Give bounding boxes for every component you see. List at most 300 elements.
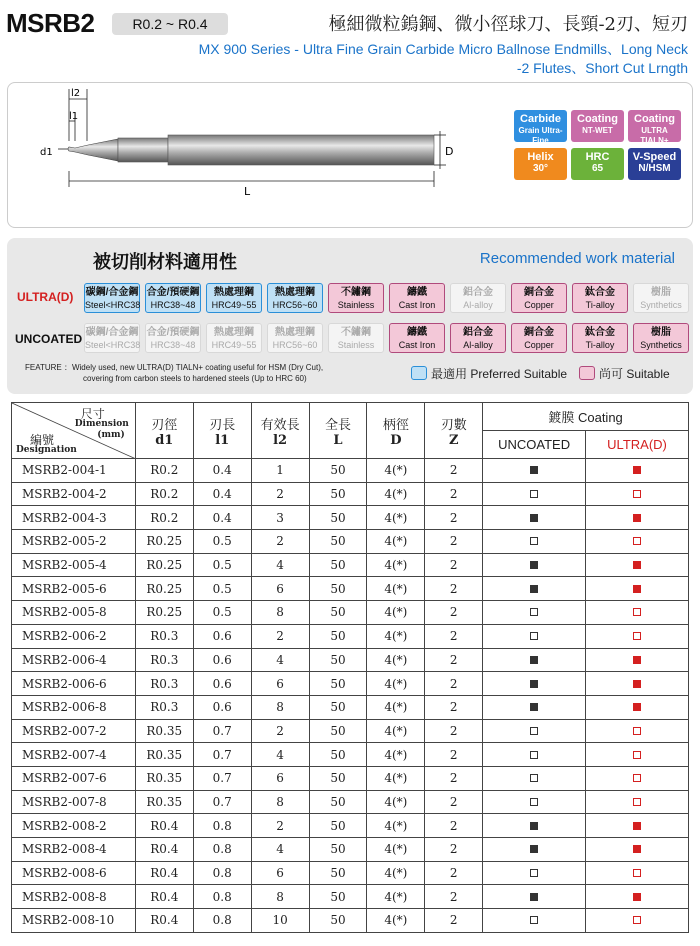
table-cell: MSRB2-004-2: [12, 482, 136, 506]
D-header: [367, 403, 425, 459]
table-row: [12, 790, 689, 814]
table-cell: 50: [309, 672, 367, 696]
uncoated-availability-cell: [483, 553, 586, 577]
uncoated-availability-cell: [483, 506, 586, 530]
filled-square-icon: [633, 680, 641, 688]
tile-label-cn: 合金/預硬鋼: [146, 287, 200, 298]
table-cell: 2: [425, 577, 483, 601]
table-cell: MSRB2-007-6: [12, 766, 136, 790]
material-tile: [84, 283, 140, 313]
table-cell: MSRB2-004-1: [12, 459, 136, 483]
uncoated-row-label: UNCOATED: [15, 332, 83, 346]
table-cell: 4(*): [367, 459, 425, 483]
L-header: [309, 403, 367, 459]
table-cell: 0.6: [193, 648, 251, 672]
table-cell: MSRB2-008-2: [12, 814, 136, 838]
table-cell: 8: [251, 601, 309, 625]
table-cell: 2: [425, 672, 483, 696]
tile-label-en: Copper: [524, 300, 554, 310]
uncoated-availability-cell: [483, 743, 586, 767]
table-cell: 2: [425, 601, 483, 625]
table-row: [12, 577, 689, 601]
ultra-availability-cell: [586, 861, 689, 885]
spec-table-body: [12, 459, 689, 933]
table-cell: MSRB2-006-2: [12, 624, 136, 648]
uncoated-availability-cell: [483, 695, 586, 719]
ultra-availability-cell: [586, 909, 689, 933]
table-cell: 0.7: [193, 743, 251, 767]
table-cell: 4(*): [367, 861, 425, 885]
feature-line2: covering from carbon steels to hardened steels (Up to HRC 60): [83, 374, 307, 383]
tile-label-en: HRC49~55: [211, 300, 257, 310]
table-cell: R0.25: [135, 601, 193, 625]
dimension-en: Dimension: [74, 419, 129, 429]
empty-square-icon: [530, 916, 538, 924]
filled-square-icon: [633, 656, 641, 664]
table-cell: 50: [309, 506, 367, 530]
table-cell: 50: [309, 838, 367, 862]
filled-square-icon: [530, 893, 538, 901]
table-cell: MSRB2-005-2: [12, 530, 136, 554]
table-cell: 2: [425, 885, 483, 909]
table-cell: 50: [309, 577, 367, 601]
table-cell: R0.2: [135, 482, 193, 506]
title-english-line1: MX 900 Series - Ultra Fine Grain Carbide Micro Ballnose Endmills、Long Neck: [198, 41, 688, 57]
ultra-row-label: ULTRA(D): [17, 290, 74, 304]
table-cell: R0.35: [135, 766, 193, 790]
tile-label-cn: 不鏽鋼: [341, 287, 371, 298]
badge-line2: 65: [591, 163, 604, 174]
table-cell: R0.25: [135, 530, 193, 554]
table-cell: 2: [425, 909, 483, 933]
table-cell: 2: [251, 530, 309, 554]
material-tile: [572, 323, 628, 353]
tile-label-en: HRC38~48: [150, 300, 196, 310]
table-cell: 4(*): [367, 672, 425, 696]
ultra-availability-cell: [586, 672, 689, 696]
table-cell: 50: [309, 648, 367, 672]
table-cell: 2: [425, 530, 483, 554]
table-cell: 4(*): [367, 553, 425, 577]
table-cell: 0.6: [193, 695, 251, 719]
table-row: [12, 459, 689, 483]
table-row: [12, 766, 689, 790]
tile-label-en: Copper: [524, 340, 554, 350]
designation-header: [12, 403, 136, 459]
legend-preferred-label: 最適用 Preferred Suitable: [431, 367, 568, 381]
table-row: [12, 885, 689, 909]
table-cell: 4: [251, 743, 309, 767]
badge-line2: ULTRA TIALN+: [640, 126, 669, 145]
table-cell: 3: [251, 506, 309, 530]
table-row: [12, 648, 689, 672]
tile-label-en: Stainless: [337, 300, 375, 310]
table-cell: 50: [309, 814, 367, 838]
ultra-availability-cell: [586, 624, 689, 648]
table-cell: 2: [425, 766, 483, 790]
table-cell: R0.2: [135, 459, 193, 483]
ultra-availability-cell: [586, 577, 689, 601]
filled-square-icon: [633, 561, 641, 569]
table-cell: MSRB2-008-10: [12, 909, 136, 933]
table-row: [12, 672, 689, 696]
L-cn: 全長: [324, 416, 351, 432]
table-cell: MSRB2-007-2: [12, 719, 136, 743]
unit-label: (mm): [97, 430, 125, 440]
table-cell: 0.5: [193, 530, 251, 554]
table-cell: 10: [251, 909, 309, 933]
ultra-availability-cell: [586, 743, 689, 767]
tile-label-cn: 鑄鐵: [407, 327, 427, 338]
material-tile: [145, 283, 201, 313]
table-cell: R0.4: [135, 838, 193, 862]
filled-square-icon: [530, 680, 538, 688]
table-cell: 6: [251, 577, 309, 601]
d1-symbol: d1: [155, 432, 174, 448]
legend-suitable-label: 尚可 Suitable: [599, 367, 670, 381]
table-cell: 1: [251, 459, 309, 483]
ultra-availability-cell: [586, 553, 689, 577]
table-row: [12, 695, 689, 719]
l2-header: [251, 403, 309, 459]
coating-header: 鍍膜 Coating: [483, 403, 689, 431]
uncoated-availability-cell: [483, 459, 586, 483]
ultra-availability-cell: [586, 838, 689, 862]
uncoated-availability-cell: [483, 577, 586, 601]
ultra-header: ULTRA(D): [586, 431, 689, 459]
filled-square-icon: [530, 656, 538, 664]
badge-line1: Coating: [634, 113, 675, 125]
table-cell: 0.8: [193, 885, 251, 909]
label-d1: d1: [40, 147, 53, 158]
table-cell: 4(*): [367, 814, 425, 838]
table-cell: 2: [425, 814, 483, 838]
designation-cn: 編號: [30, 433, 55, 447]
legend-suitable: [579, 365, 670, 382]
title-chinese: 極細微粒鎢鋼、微小徑球刀、長頸-2刃、短刃: [328, 14, 688, 35]
table-row: [12, 838, 689, 862]
filled-square-icon: [530, 514, 538, 522]
table-cell: 8: [251, 885, 309, 909]
table-row: [12, 624, 689, 648]
empty-square-icon: [530, 608, 538, 616]
table-cell: MSRB2-008-8: [12, 885, 136, 909]
coating-ultra-badge: [628, 110, 681, 145]
work-material-section: [7, 238, 693, 394]
table-cell: 50: [309, 790, 367, 814]
table-cell: 50: [309, 743, 367, 767]
table-cell: 50: [309, 909, 367, 933]
table-cell: 50: [309, 885, 367, 909]
table-cell: 50: [309, 530, 367, 554]
Z-cn: 刃數: [440, 416, 467, 432]
table-cell: 0.8: [193, 861, 251, 885]
table-cell: 4(*): [367, 790, 425, 814]
empty-square-icon: [633, 774, 641, 782]
empty-square-icon: [633, 537, 641, 545]
d1-header: [135, 403, 193, 459]
uncoated-availability-cell: [483, 530, 586, 554]
material-tile: [328, 283, 384, 313]
table-cell: R0.35: [135, 719, 193, 743]
badge-line2: 30°: [532, 163, 549, 174]
badge-line1: V-Speed: [632, 151, 677, 163]
table-cell: MSRB2-006-6: [12, 672, 136, 696]
filled-square-icon: [633, 822, 641, 830]
tile-label-cn: 碳鋼/合金鋼: [85, 287, 139, 298]
table-row: [12, 530, 689, 554]
badge-line1: HRC: [585, 151, 610, 163]
material-tile: [267, 323, 323, 353]
table-cell: 50: [309, 695, 367, 719]
Z-symbol: Z: [448, 432, 459, 448]
table-cell: 4(*): [367, 766, 425, 790]
table-cell: 0.6: [193, 672, 251, 696]
table-cell: MSRB2-006-8: [12, 695, 136, 719]
Z-header: [425, 403, 483, 459]
label-L: L: [244, 185, 251, 198]
table-cell: R0.4: [135, 814, 193, 838]
filled-square-icon: [530, 822, 538, 830]
filled-square-icon: [530, 585, 538, 593]
D-cn: 柄徑: [382, 416, 409, 432]
table-cell: 6: [251, 861, 309, 885]
table-cell: 4: [251, 838, 309, 862]
tile-label-en: HRC49~55: [211, 340, 257, 350]
table-cell: MSRB2-005-4: [12, 553, 136, 577]
badge-line1: Carbide: [520, 113, 561, 125]
suitable-swatch: [579, 366, 595, 380]
tile-label-cn: 碳鋼/合金鋼: [85, 327, 139, 338]
designation-en: Designation: [16, 445, 77, 455]
tile-label-cn: 銅合金: [524, 287, 554, 298]
badge-line2: N/HSM: [638, 163, 671, 174]
vspeed-badge: [628, 148, 681, 180]
badge-line1: Helix: [527, 151, 554, 163]
uncoated-availability-cell: [483, 672, 586, 696]
model-code: MSRB2: [6, 8, 95, 38]
ultra-availability-cell: [586, 601, 689, 625]
material-tile: [389, 323, 445, 353]
table-cell: 4(*): [367, 506, 425, 530]
carbide-grain-badge: [514, 110, 567, 145]
table-cell: 0.8: [193, 838, 251, 862]
l1-symbol: l1: [215, 432, 230, 448]
empty-square-icon: [633, 751, 641, 759]
label-l1: l1: [69, 111, 79, 122]
table-cell: 2: [251, 719, 309, 743]
material-tile: [145, 323, 201, 353]
table-cell: 6: [251, 672, 309, 696]
table-row: [12, 506, 689, 530]
uncoated-availability-cell: [483, 766, 586, 790]
table-cell: MSRB2-008-6: [12, 861, 136, 885]
empty-square-icon: [633, 490, 641, 498]
material-title-en: Recommended work material: [479, 250, 675, 267]
tile-label-cn: 鈦合金: [585, 327, 615, 338]
table-cell: 0.5: [193, 553, 251, 577]
empty-square-icon: [530, 727, 538, 735]
spec-table: [11, 402, 689, 933]
table-cell: 0.4: [193, 482, 251, 506]
table-cell: 2: [251, 624, 309, 648]
table-cell: 50: [309, 601, 367, 625]
table-cell: 50: [309, 482, 367, 506]
table-cell: 50: [309, 766, 367, 790]
table-row: [12, 482, 689, 506]
uncoated-availability-cell: [483, 885, 586, 909]
ultra-availability-cell: [586, 885, 689, 909]
radius-range-badge: R0.2 ~ R0.4: [112, 13, 228, 35]
table-cell: MSRB2-005-8: [12, 601, 136, 625]
filled-square-icon: [633, 514, 641, 522]
filled-square-icon: [633, 466, 641, 474]
l1-header: [193, 403, 251, 459]
table-cell: 0.5: [193, 577, 251, 601]
tile-label-cn: 熱處理鋼: [214, 327, 254, 338]
table-cell: 6: [251, 766, 309, 790]
material-tile: [450, 283, 506, 313]
l1-cn: 刃長: [209, 416, 236, 432]
material-title-cn: 被切削材料適用性: [93, 252, 237, 273]
helix-badge: [514, 148, 567, 180]
filled-square-icon: [530, 703, 538, 711]
table-cell: 50: [309, 459, 367, 483]
ultra-availability-cell: [586, 695, 689, 719]
filled-square-icon: [633, 703, 641, 711]
empty-square-icon: [633, 727, 641, 735]
tile-label-en: Cast Iron: [398, 300, 436, 310]
preferred-swatch: [411, 366, 427, 380]
table-cell: R0.3: [135, 672, 193, 696]
tile-label-en: Cast Iron: [398, 340, 436, 350]
tile-label-cn: 銅合金: [524, 327, 554, 338]
material-tile: [633, 283, 689, 313]
tile-label-cn: 不鏽鋼: [341, 327, 371, 338]
ultra-availability-cell: [586, 648, 689, 672]
l2-symbol: l2: [273, 432, 288, 448]
tile-label-en: Steel<HRC38: [85, 300, 141, 310]
table-cell: R0.3: [135, 648, 193, 672]
table-cell: R0.4: [135, 861, 193, 885]
uncoated-availability-cell: [483, 861, 586, 885]
table-cell: 0.8: [193, 814, 251, 838]
table-cell: 2: [425, 553, 483, 577]
tile-label-en: Steel<HRC38: [85, 340, 141, 350]
legend-preferred: [411, 365, 567, 382]
material-tile: [84, 323, 140, 353]
uncoated-availability-cell: [483, 838, 586, 862]
table-cell: 50: [309, 719, 367, 743]
table-cell: 8: [251, 695, 309, 719]
table-cell: 50: [309, 553, 367, 577]
table-cell: 4(*): [367, 695, 425, 719]
empty-square-icon: [530, 490, 538, 498]
table-cell: 0.7: [193, 790, 251, 814]
table-cell: 4(*): [367, 719, 425, 743]
empty-square-icon: [530, 751, 538, 759]
empty-square-icon: [633, 916, 641, 924]
material-tile: [450, 323, 506, 353]
table-cell: 0.6: [193, 624, 251, 648]
tile-label-cn: 熱處理鋼: [275, 287, 315, 298]
l2-cn: 有效長: [260, 416, 300, 432]
table-cell: 4: [251, 648, 309, 672]
tile-label-cn: 鋁合金: [463, 287, 493, 298]
table-cell: 2: [425, 838, 483, 862]
tile-label-cn: 鈦合金: [585, 287, 615, 298]
tile-label-en: HRC56~60: [272, 340, 318, 350]
table-cell: 0.4: [193, 459, 251, 483]
table-cell: MSRB2-004-3: [12, 506, 136, 530]
material-tile: [389, 283, 445, 313]
table-cell: 0.7: [193, 766, 251, 790]
tile-label-cn: 樹脂: [651, 287, 671, 298]
material-tile: [511, 323, 567, 353]
uncoated-availability-cell: [483, 909, 586, 933]
table-row: [12, 909, 689, 933]
table-cell: 4(*): [367, 743, 425, 767]
hrc-badge: [571, 148, 624, 180]
table-cell: 2: [251, 814, 309, 838]
tile-label-en: Al-alloy: [463, 300, 493, 310]
empty-square-icon: [530, 774, 538, 782]
table-cell: 4(*): [367, 577, 425, 601]
table-cell: R0.4: [135, 885, 193, 909]
table-cell: 2: [425, 648, 483, 672]
empty-square-icon: [530, 632, 538, 640]
tile-label-cn: 鑄鐵: [407, 287, 427, 298]
table-cell: 2: [425, 506, 483, 530]
table-row: [12, 601, 689, 625]
material-tile: [206, 323, 262, 353]
material-tile: [572, 283, 628, 313]
table-cell: 4(*): [367, 885, 425, 909]
tile-label-cn: 樹脂: [651, 327, 671, 338]
empty-square-icon: [530, 537, 538, 545]
tile-label-cn: 鋁合金: [463, 327, 493, 338]
feature-note: [25, 362, 405, 384]
table-cell: 2: [425, 482, 483, 506]
uncoated-availability-cell: [483, 601, 586, 625]
material-tile: [511, 283, 567, 313]
table-cell: 2: [425, 790, 483, 814]
table-cell: R0.3: [135, 695, 193, 719]
ultra-availability-cell: [586, 482, 689, 506]
table-cell: 50: [309, 861, 367, 885]
table-cell: 0.7: [193, 719, 251, 743]
badge-line2: Grain Ultra-Fine: [518, 126, 563, 145]
uncoated-availability-cell: [483, 482, 586, 506]
table-cell: 4(*): [367, 838, 425, 862]
uncoated-header: UNCOATED: [483, 431, 586, 459]
tile-label-en: Ti-alloy: [585, 300, 615, 310]
table-cell: R0.25: [135, 577, 193, 601]
table-cell: 2: [425, 459, 483, 483]
label-D: D: [445, 145, 454, 158]
table-cell: 50: [309, 624, 367, 648]
table-cell: 4(*): [367, 909, 425, 933]
table-cell: 4(*): [367, 648, 425, 672]
uncoated-availability-cell: [483, 814, 586, 838]
table-cell: MSRB2-007-4: [12, 743, 136, 767]
empty-square-icon: [633, 869, 641, 877]
tile-label-cn: 熱處理鋼: [275, 327, 315, 338]
table-cell: R0.3: [135, 624, 193, 648]
table-cell: MSRB2-007-8: [12, 790, 136, 814]
table-cell: 2: [425, 861, 483, 885]
L-symbol: L: [333, 432, 343, 448]
